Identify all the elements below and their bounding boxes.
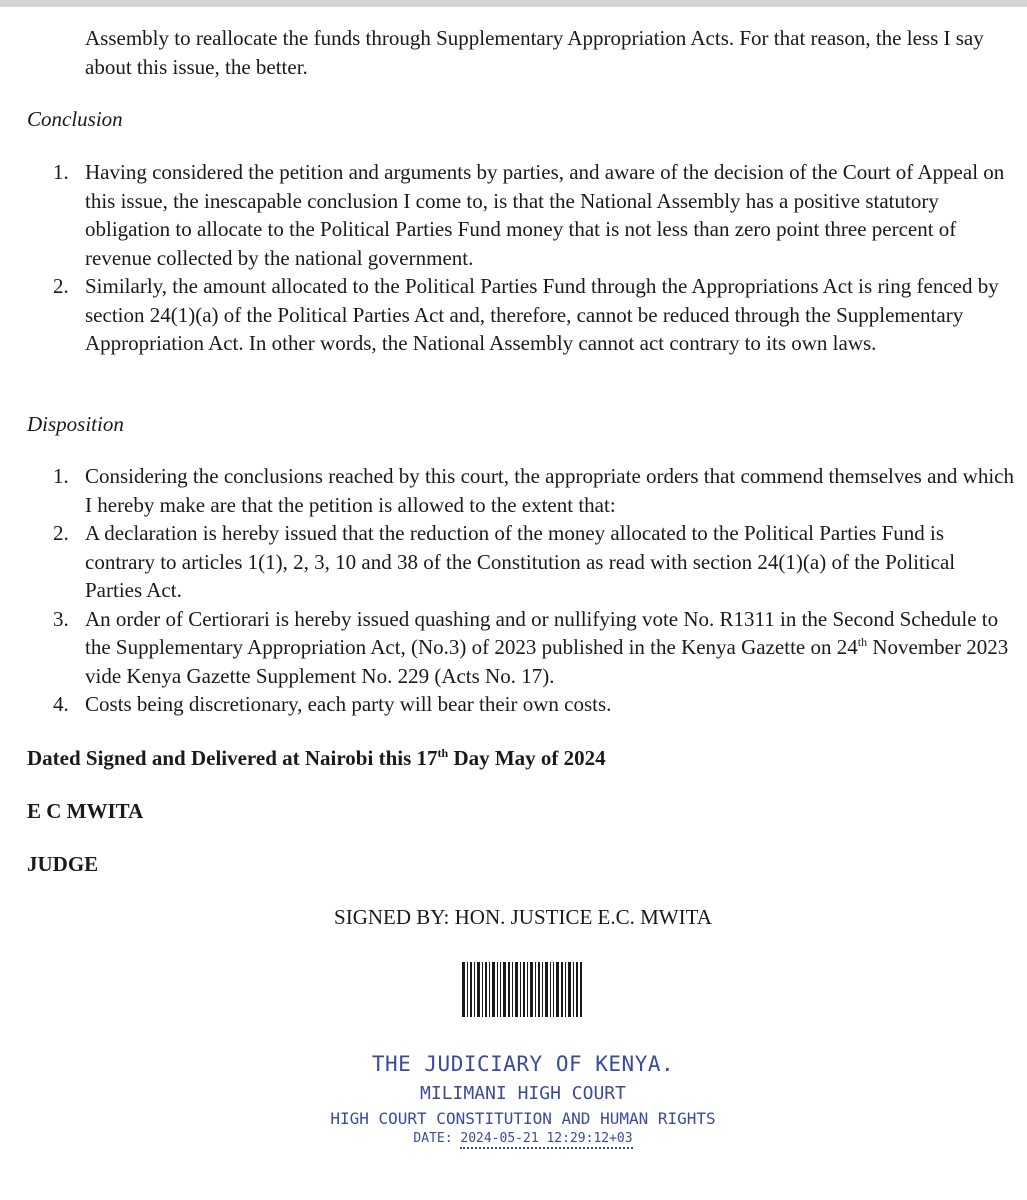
list-number: 2. (53, 274, 69, 298)
disposition-list (0, 462, 1027, 719)
text-part: Dated Signed and Delivered at Nairobi this 17 (27, 746, 438, 770)
judge-name: E C MWITA (27, 799, 144, 823)
list-number: 4. (53, 692, 69, 716)
text-part: Day May of 2024 (448, 746, 606, 770)
list-item (0, 519, 1027, 605)
ordinal-suffix: th (857, 635, 868, 649)
ordinal-suffix: th (437, 746, 449, 760)
stamp-judiciary: THE JUDICIARY OF KENYA. (371, 1052, 675, 1076)
stamp-date-value: 2024-05-21 12:29:12+03 (460, 1131, 632, 1149)
list-item-text: Similarly, the amount allocated to the Political Parties Fund through the Appropriations Act is ring fenced by section 24(1)(a) of the Political Parties Act and, therefore, cannot be reduced through the Supplementary Appropriation Act. In other words, the National Assembly cannot act contrary to its own laws. (85, 274, 999, 355)
conclusion-list (0, 158, 1027, 358)
barcode-image (462, 962, 582, 1017)
list-item-text: Costs being discretionary, each party will bear their own costs. (85, 692, 612, 716)
judge-title: JUDGE (27, 852, 99, 876)
stamp-court: MILIMANI HIGH COURT (420, 1083, 626, 1104)
signed-by-line: SIGNED BY: HON. JUSTICE E.C. MWITA (334, 905, 712, 929)
text-part: An order of Certiorari is hereby issued quashing and or nullifying vote No. R1311 in the Second Schedule to the Supplementary Appropriation Act, (No.3) of 2023 published in the Kenya Gazette on 24 (85, 606, 999, 659)
list-item (0, 605, 1027, 691)
dated-signed-line (27, 744, 606, 773)
list-item-text (85, 607, 1008, 688)
list-item (0, 158, 1027, 272)
stamp-date-label: DATE: (413, 1131, 453, 1146)
stamp-division: HIGH COURT CONSTITUTION AND HUMAN RIGHTS (330, 1109, 716, 1128)
list-number: 2. (53, 521, 69, 545)
stamp-date (0, 1131, 1027, 1146)
list-number: 3. (53, 606, 69, 631)
list-item-text: Considering the conclusions reached by this court, the appropriate orders that commend themselves and which I hereby make are that the petition is allowed to the extent that: (85, 464, 1014, 517)
intro-paragraph: Assembly to reallocate the funds through Supplementary Appropriation Acts. For that reason, the less I say about this issue, the better. (85, 26, 984, 79)
disposition-heading: Disposition (27, 412, 124, 436)
text-part: November 2023 vide Kenya Gazette Supplement No. 229 (Acts No. 17). (85, 635, 1009, 688)
conclusion-heading: Conclusion (27, 107, 123, 131)
list-number: 1. (53, 160, 69, 184)
list-item-text: A declaration is hereby issued that the reduction of the money allocated to the Political Parties Fund is contrary to articles 1(1), 2, 3, 10 and 38 of the Constitution as read with section 24(1)(a) of the Political Parties Act. (85, 521, 956, 602)
list-item (0, 272, 1027, 358)
list-item (0, 462, 1027, 519)
list-item-text: Having considered the petition and arguments by parties, and aware of the decision of the Court of Appeal on this issue, the inescapable conclusion I come to, is that the National Assembly has a positive statutory obligation to allocate to the Political Parties Fund money that is not less than zero point three percent of revenue collected by the national government. (85, 160, 1005, 270)
list-item (0, 690, 1027, 719)
list-number: 1. (53, 464, 69, 488)
